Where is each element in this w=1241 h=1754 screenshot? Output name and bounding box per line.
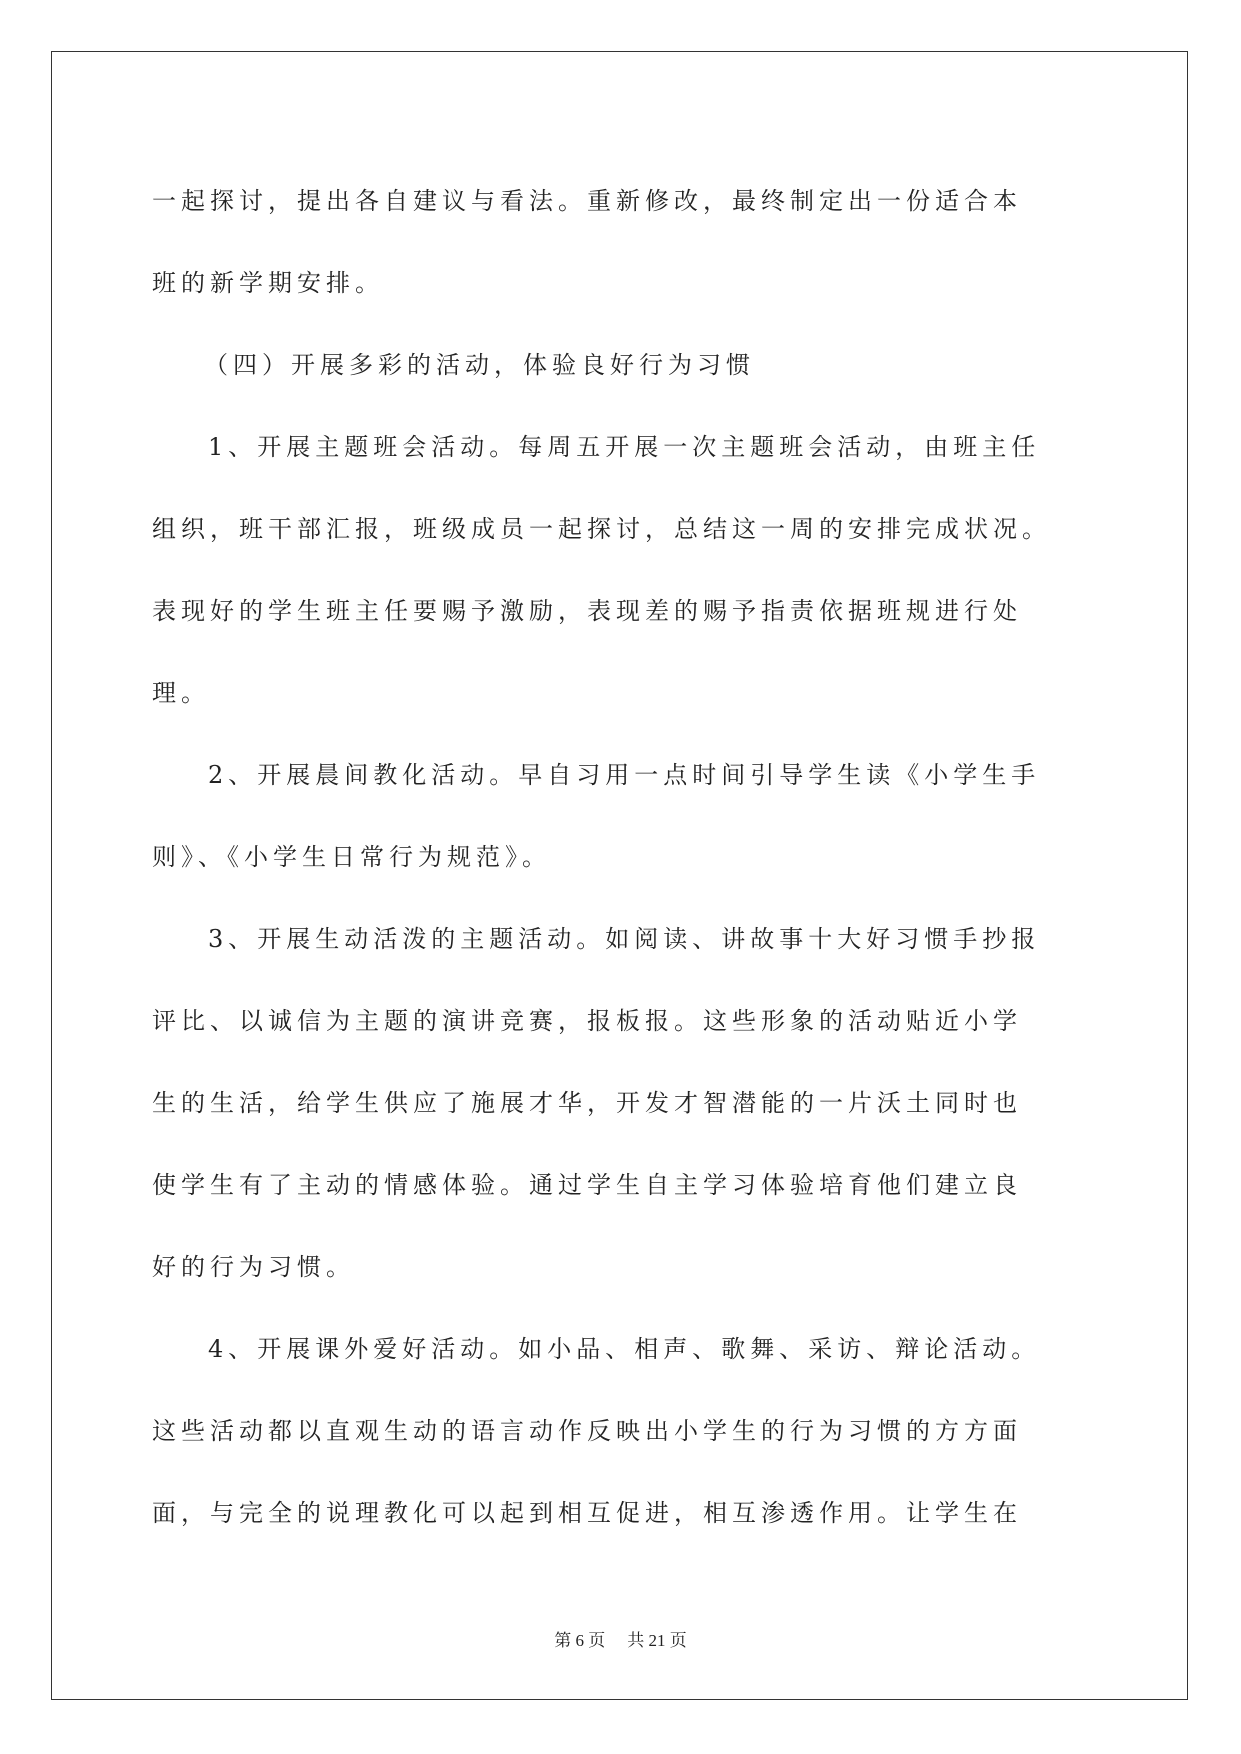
text-line: 好的行为习惯。 — [152, 1253, 355, 1281]
paragraph-item-4 — [152, 1308, 1092, 1554]
paragraph-item-3 — [152, 898, 1092, 1308]
paragraph-item-2 — [152, 734, 1092, 898]
text-line: 2、开展晨间教化活动。早自习用一点时间引导学生读《小学生手 — [208, 761, 1041, 789]
page-footer — [0, 1626, 1241, 1651]
page-number: 第 6 页 — [554, 1631, 606, 1650]
text-line: （四）开展多彩的活动，体验良好行为习惯 — [204, 351, 755, 379]
section-heading — [152, 324, 1092, 406]
paragraph-item-1 — [152, 406, 1092, 734]
text-line: 一起探讨，提出各自建议与看法。重新修改，最终制定出一份适合本 — [152, 187, 1022, 215]
text-line: 理。 — [152, 679, 210, 707]
text-line: 面，与完全的说理教化可以起到相互促进，相互渗透作用。让学生在 — [152, 1499, 1022, 1527]
text-line: 3、开展生动活泼的主题活动。如阅读、讲故事十大好习惯手抄报 — [208, 925, 1041, 953]
page-total: 共 21 页 — [627, 1631, 687, 1650]
text-line: 生的生活，给学生供应了施展才华，开发才智潜能的一片沃土同时也 — [152, 1089, 1022, 1117]
paragraph-continuation — [152, 160, 1092, 324]
text-line: 评比、以诚信为主题的演讲竞赛，报板报。这些形象的活动贴近小学 — [152, 1007, 1022, 1035]
text-line: 表现好的学生班主任要赐予激励，表现差的赐予指责依据班规进行处 — [152, 597, 1022, 625]
text-line: 则》、《小学生日常行为规范》。 — [152, 843, 551, 871]
text-line: 组织，班干部汇报，班级成员一起探讨，总结这一周的安排完成状况。 — [152, 515, 1051, 543]
text-line: 4、开展课外爱好活动。如小品、相声、歌舞、采访、辩论活动。 — [208, 1335, 1041, 1363]
document-body — [152, 160, 1092, 1554]
text-line: 这些活动都以直观生动的语言动作反映出小学生的行为习惯的方方面 — [152, 1417, 1022, 1445]
text-line: 使学生有了主动的情感体验。通过学生自主学习体验培育他们建立良 — [152, 1171, 1022, 1199]
text-line: 1、开展主题班会活动。每周五开展一次主题班会活动，由班主任 — [208, 433, 1041, 461]
text-line: 班的新学期安排。 — [152, 269, 384, 297]
